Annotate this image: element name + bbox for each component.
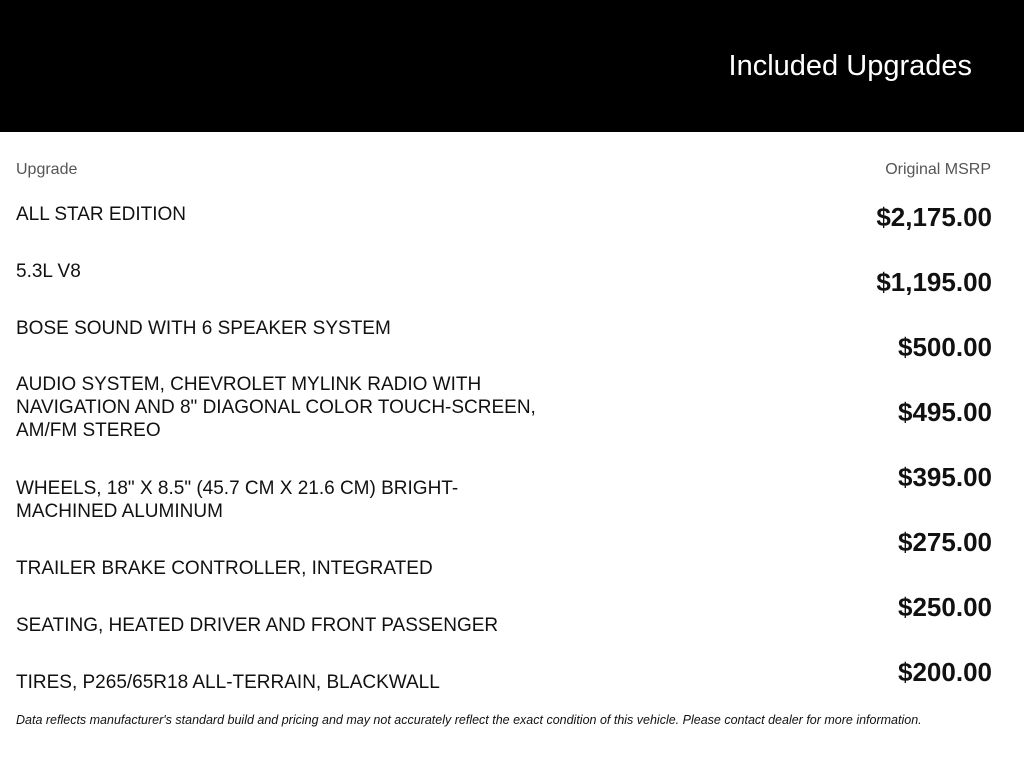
upgrade-name: WHEELS, 18" X 8.5" (45.7 CM X 21.6 CM) BRIGHT-MACHINED ALUMINUM xyxy=(16,478,459,522)
upgrade-price: $200.00 xyxy=(898,657,992,687)
upgrade-price: $1,195.00 xyxy=(876,267,992,297)
column-header-msrp: Original MSRP xyxy=(885,161,991,178)
upgrade-name: 5.3L V8 xyxy=(16,261,81,282)
upgrade-price: $395.00 xyxy=(898,462,992,492)
upgrade-price: $250.00 xyxy=(898,592,992,622)
column-header-upgrade: Upgrade xyxy=(16,161,78,178)
upgrade-price: $2,175.00 xyxy=(876,202,992,232)
disclaimer-text: Data reflects manufacturer's standard build and pricing and may not accurately reflect the exact condition of this vehicle. Please contact dealer for more information. xyxy=(16,713,922,727)
upgrade-name: TRAILER BRAKE CONTROLLER, INTEGRATED xyxy=(16,558,433,579)
upgrade-name: AUDIO SYSTEM, CHEVROLET MYLINK RADIO WITH NAVIGATION AND 8" DIAGONAL COLOR TOUCH-SCREEN, AM/FM STEREO xyxy=(16,374,536,441)
upgrade-name: TIRES, P265/65R18 ALL-TERRAIN, BLACKWALL xyxy=(16,672,440,693)
upgrade-name: ALL STAR EDITION xyxy=(16,204,186,225)
upgrade-price: $275.00 xyxy=(898,527,992,557)
upgrade-price: $495.00 xyxy=(898,397,992,427)
upgrade-name: SEATING, HEATED DRIVER AND FRONT PASSENGER xyxy=(16,615,499,636)
header-bar xyxy=(0,0,1024,132)
page-title: Included Upgrades xyxy=(728,50,972,82)
upgrade-name: BOSE SOUND WITH 6 SPEAKER SYSTEM xyxy=(16,318,391,339)
upgrade-price: $500.00 xyxy=(898,332,992,362)
